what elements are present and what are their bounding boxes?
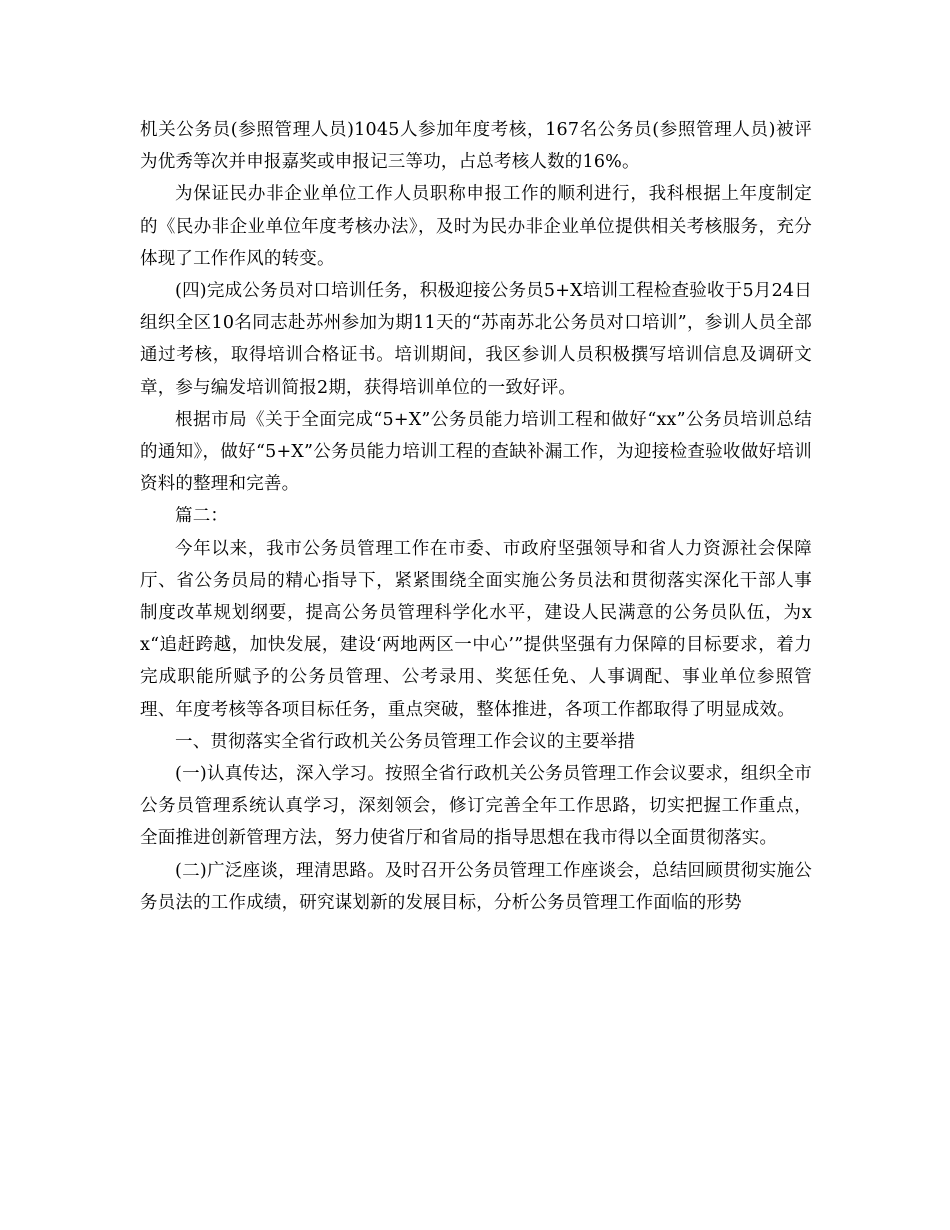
paragraph-study-conveyance: (一)认真传达，深入学习。按照全省行政机关公务员管理工作会议要求，组织全市公务员管理系统认真学习，深刻领会，修订完善全年工作思路，切实把握工作重点，全面推进创新管理方法，努力使省厅和省局的指导思想在我市得以全面贯彻落实。 [140,764,812,849]
paragraph-assessment-results: 机关公务员(参照管理人员)1045人参加年度考核，167名公务员(参照管理人员)被评为优秀等次并申报嘉奖或申报记三等功，占总考核人数的16%。 [140,120,812,173]
paragraph-private-nonenterprise: 为保证民办非企业单位工作人员职称申报工作的顺利进行，我科根据上年度制定的《民办非企业单位年度考核办法》，及时为民办非企业单位提供相关考核服务，充分体现了工作作风的转变。 [140,184,812,269]
paragraph-training-task: (四)完成公务员对口培训任务，积极迎接公务员5+X培训工程检查验收于5月24日组织全区10名同志赴苏州参加为期11天的“苏南苏北公务员对口培训”，参训人员全部通过考核，取得培训合格证书。培训期间，我区参训人员积极撰写培训信息及调研文章，参与编发培训简报2期，获得培训单位的一致好评。 [140,281,812,398]
document-body [140,114,812,919]
paragraph-city-notice: 根据市局《关于全面完成“5+X”公务员能力培训工程和做好“xx”公务员培训总结的通知》，做好“5+X”公务员能力培训工程的查缺补漏工作，为迎接检查验收做好培训资料的整理和完善。 [140,409,812,495]
paragraph-symposium: (二)广泛座谈，理清思路。及时召开公务员管理工作座谈会，总结回顾贯彻实施公务员法的工作成绩，研究谋划新的发展目标，分析公务员管理工作面临的形势 [140,860,812,913]
section-heading-part-two: 篇二： [175,506,229,527]
paragraph-annual-overview: 今年以来，我市公务员管理工作在市委、市政府坚强领导和省人力资源社会保障厅、省公务员局的精心指导下，紧紧围绕全面实施公务员法和贯彻落实深化干部人事制度改革规划纲要，提高公务员管理科学化水平，建设人民满意的公务员队伍，为xx“追赶跨越，加快发展，建设‘两地两区一中心’”提供坚强有力保障的目标要求，着力完成职能所赋予的公务员管理、公考录用、奖惩任免、人事调配、事业单位参照管理、年度考核等各项目标任务，重点突破，整体推进，各项工作都取得了明显成效。 [140,538,812,720]
section-heading-main-measures: 一、贯彻落实全省行政机关公务员管理工作会议的主要举措 [175,731,636,752]
